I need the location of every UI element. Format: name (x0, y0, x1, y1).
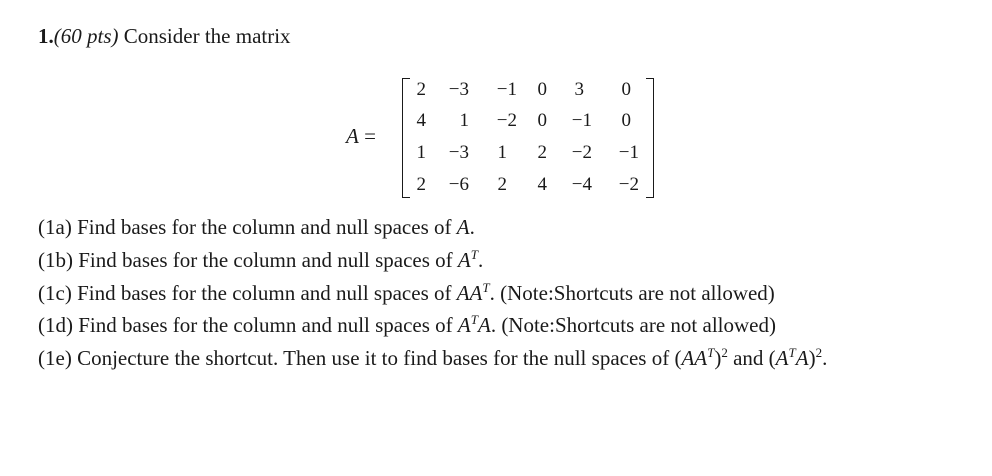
part-math: AA (456, 281, 483, 305)
problem-points: (60 pts) (53, 24, 119, 48)
matrix-cell: 2 (416, 79, 426, 100)
matrix-cell: 2 (497, 174, 507, 195)
part-and: and ( (727, 346, 776, 370)
part-math-2: A (477, 313, 491, 337)
part-math: A (456, 215, 470, 239)
matrix-cell: −1 (496, 79, 517, 100)
part-math: AA (681, 346, 708, 370)
part-math-3: A (775, 346, 789, 370)
part-1c (38, 281, 775, 305)
part-1d (38, 313, 776, 337)
part-tail: . (477, 248, 484, 272)
part-superscript: T (470, 312, 478, 327)
part-math-4: A (795, 346, 809, 370)
part-label: (1b) (38, 248, 73, 272)
matrix-cell: −2 (496, 110, 517, 131)
part-text: Find bases for the column and null spaces of (71, 215, 457, 239)
matrix-cell: 1 (497, 142, 507, 163)
part-label: (1e) (38, 346, 72, 370)
matrix-right-bracket (646, 78, 654, 198)
part-1e (38, 346, 827, 370)
matrix-cell: 0 (621, 110, 631, 131)
matrix-cell: 0 (621, 79, 631, 100)
part-text: Find bases for the column and null spaces of (73, 313, 458, 337)
matrix-cell: −1 (571, 110, 592, 131)
matrix-cell: −4 (571, 174, 592, 195)
part-tail: . (Note:Shortcuts are not allowed) (490, 313, 776, 337)
part-text: Find bases for the column and null spaces of (73, 248, 458, 272)
matrix-cell: −1 (618, 142, 639, 163)
matrix-cell: 0 (537, 110, 547, 131)
part-1b (38, 248, 483, 272)
matrix-cell: −3 (448, 142, 469, 163)
problem-number: 1. (38, 24, 54, 48)
part-paren-close-2: ) (808, 346, 816, 370)
part-exponent-2: 2 (815, 345, 823, 360)
matrix-name: A (346, 124, 359, 148)
part-label: (1a) (38, 215, 72, 239)
part-tail: . (Note:Shortcuts are not allowed) (489, 281, 775, 305)
problem-intro: Consider the matrix (118, 24, 291, 48)
part-superscript: T (482, 280, 490, 295)
matrix-cell: 3 (574, 79, 584, 100)
matrix-equals: = (358, 124, 376, 148)
part-superscript: T (470, 247, 478, 262)
part-superscript: T (707, 345, 715, 360)
matrix-cell: 0 (537, 79, 547, 100)
matrix-cell: 4 (416, 110, 426, 131)
part-superscript-2: T (788, 345, 796, 360)
problem-heading (38, 24, 291, 49)
part-math: A (457, 313, 471, 337)
matrix-cell: −2 (618, 174, 639, 195)
matrix-cell: 2 (537, 142, 547, 163)
part-tail: . (469, 215, 475, 239)
part-text: Find bases for the column and null spaces of (71, 281, 457, 305)
part-1a (38, 215, 475, 239)
matrix-cell: 1 (416, 142, 426, 163)
part-math: A (457, 248, 471, 272)
matrix-cell: −6 (448, 174, 469, 195)
part-text: Conjecture the shortcut. Then use it to find bases for the null spaces of ( (71, 346, 682, 370)
part-paren-close: ) (714, 346, 722, 370)
matrix-cell: −2 (571, 142, 592, 163)
matrix-cell: 2 (416, 174, 426, 195)
matrix-cell: 1 (459, 110, 469, 131)
matrix-cell: 4 (537, 174, 547, 195)
matrix-cell: −3 (448, 79, 469, 100)
part-label: (1d) (38, 313, 73, 337)
part-exponent: 2 (721, 345, 728, 360)
part-tail: . (822, 346, 828, 370)
part-label: (1c) (38, 281, 72, 305)
